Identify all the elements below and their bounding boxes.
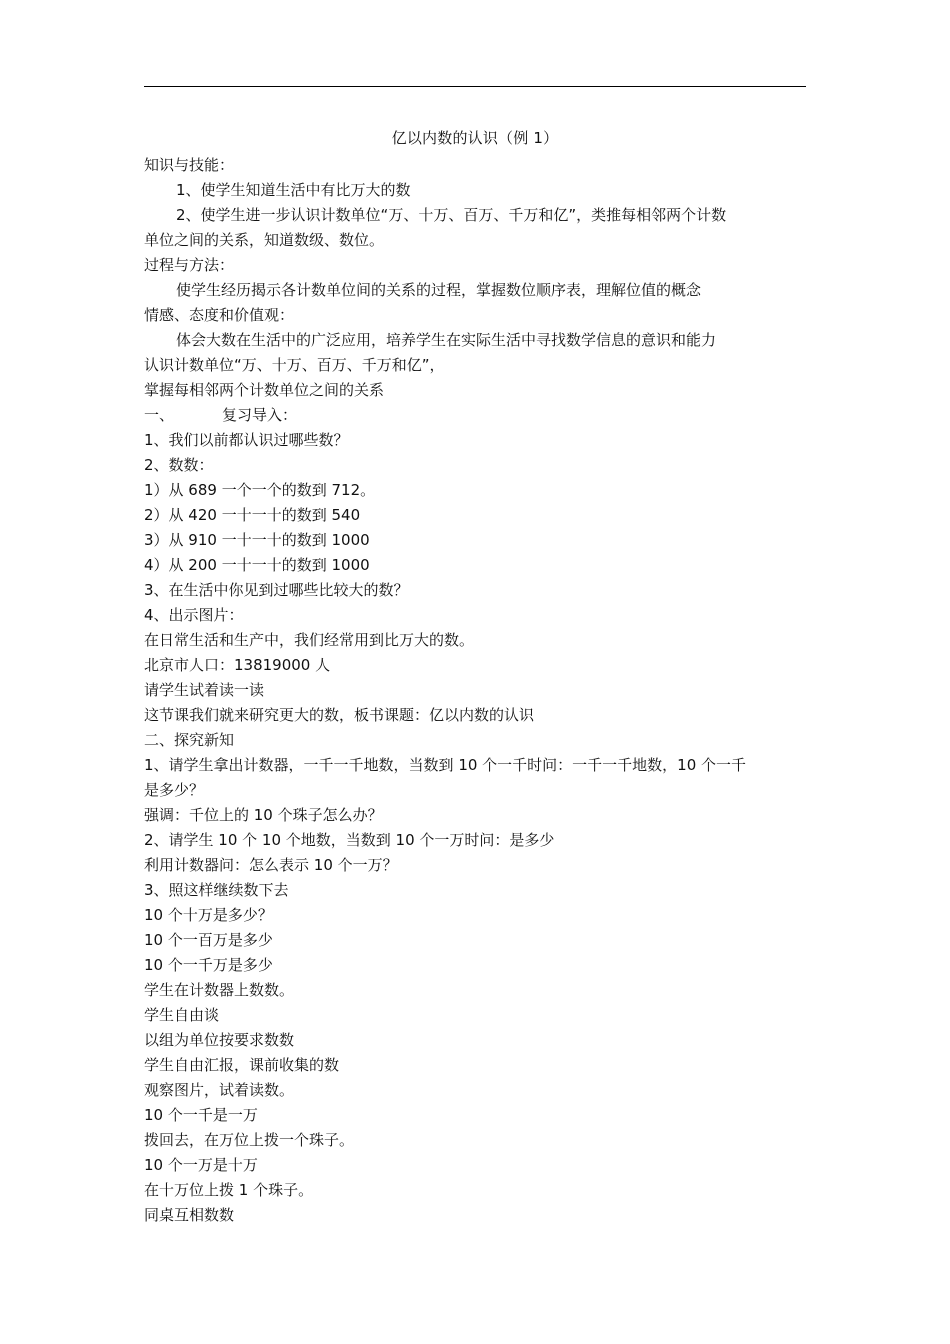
process-item-1: 使学生经历揭示各计数单位间的关系的过程，掌握数位顺序表，理解位值的概念 bbox=[176, 281, 702, 299]
review-section-heading bbox=[144, 403, 808, 428]
review-text-2: 北京市人口：13819000 人 bbox=[144, 656, 331, 674]
review-question-1: 1、我们以前都认识过哪些数？ bbox=[144, 431, 349, 449]
explore-text-15: 拨回去，在万位上拨一个珠子。 bbox=[144, 1131, 355, 1149]
explore-text-16: 10 个一万是十万 bbox=[144, 1156, 258, 1174]
count-item-2: 2）从 420 一十一十的数到 540 bbox=[144, 506, 361, 524]
key-point-2: 掌握每相邻两个计数单位之间的关系 bbox=[144, 381, 385, 399]
review-section-number: 一、 bbox=[144, 406, 175, 424]
review-text-3: 请学生试着读一读 bbox=[144, 681, 265, 699]
explore-text-18: 同桌互相数数 bbox=[144, 1206, 235, 1224]
review-question-3: 3、在生活中你见到过哪些比较大的数？ bbox=[144, 581, 409, 599]
explore-text-2: 强调：千位上的 10 个珠子怎么办？ bbox=[144, 806, 383, 824]
explore-text-8: 10 个一千万是多少 bbox=[144, 956, 273, 974]
review-section-title: 复习导入： bbox=[222, 406, 298, 424]
explore-section-heading: 二、探究新知 bbox=[144, 731, 235, 749]
document-body bbox=[144, 153, 808, 1228]
attitude-heading: 情感、态度和价值观： bbox=[144, 306, 295, 324]
knowledge-item-2-line-1: 2、使学生进一步认识计数单位“万、十万、百万、千万和亿”，类推每相邻两个计数 bbox=[176, 206, 727, 224]
explore-text-9: 学生在计数器上数数。 bbox=[144, 981, 295, 999]
key-point-1: 认识计数单位“万、十万、百万、千万和亿”， bbox=[144, 356, 445, 374]
explore-text-5: 3、照这样继续数下去 bbox=[144, 881, 289, 899]
knowledge-item-2-line-2: 单位之间的关系，知道数级、数位。 bbox=[144, 231, 385, 249]
explore-text-3: 2、请学生 10 个 10 个地数，当数到 10 个一万时问：是多少 bbox=[144, 831, 555, 849]
count-item-1: 1）从 689 一个一个的数到 712。 bbox=[144, 481, 376, 499]
knowledge-item-1: 1、使学生知道生活中有比万大的数 bbox=[176, 181, 411, 199]
explore-text-17: 在十万位上拨 1 个珠子。 bbox=[144, 1181, 314, 1199]
explore-text-4: 利用计数器问：怎么表示 10 个一万？ bbox=[144, 856, 398, 874]
explore-text-6: 10 个十万是多少？ bbox=[144, 906, 273, 924]
explore-text-11: 以组为单位按要求数数 bbox=[144, 1031, 295, 1049]
review-text-1: 在日常生活和生产中，我们经常用到比万大的数。 bbox=[144, 631, 475, 649]
explore-text-12: 学生自由汇报，课前收集的数 bbox=[144, 1056, 340, 1074]
explore-text-14: 10 个一千是一万 bbox=[144, 1106, 258, 1124]
document-title: 亿以内数的认识（例 1） bbox=[391, 129, 559, 147]
count-item-3: 3）从 910 一十一十的数到 1000 bbox=[144, 531, 370, 549]
explore-text-1-line-1: 1、请学生拿出计数器，一千一千地数，当数到 10 个一千时问：一千一千地数，10 个一千 bbox=[144, 756, 747, 774]
process-heading: 过程与方法： bbox=[144, 256, 235, 274]
explore-text-1-line-2: 是多少？ bbox=[144, 781, 205, 799]
count-item-4: 4）从 200 一十一十的数到 1000 bbox=[144, 556, 370, 574]
knowledge-heading: 知识与技能： bbox=[144, 156, 235, 174]
header-rule bbox=[144, 86, 806, 87]
attitude-item-1: 体会大数在生活中的广泛应用，培养学生在实际生活中寻找数学信息的意识和能力 bbox=[176, 331, 717, 349]
review-text-4: 这节课我们就来研究更大的数，板书课题：亿以内数的认识 bbox=[144, 706, 535, 724]
review-question-4: 4、出示图片： bbox=[144, 606, 244, 624]
explore-text-7: 10 个一百万是多少 bbox=[144, 931, 273, 949]
review-question-2: 2、数数： bbox=[144, 456, 214, 474]
explore-text-10: 学生自由谈 bbox=[144, 1006, 220, 1024]
explore-text-13: 观察图片，试着读数。 bbox=[144, 1081, 295, 1099]
